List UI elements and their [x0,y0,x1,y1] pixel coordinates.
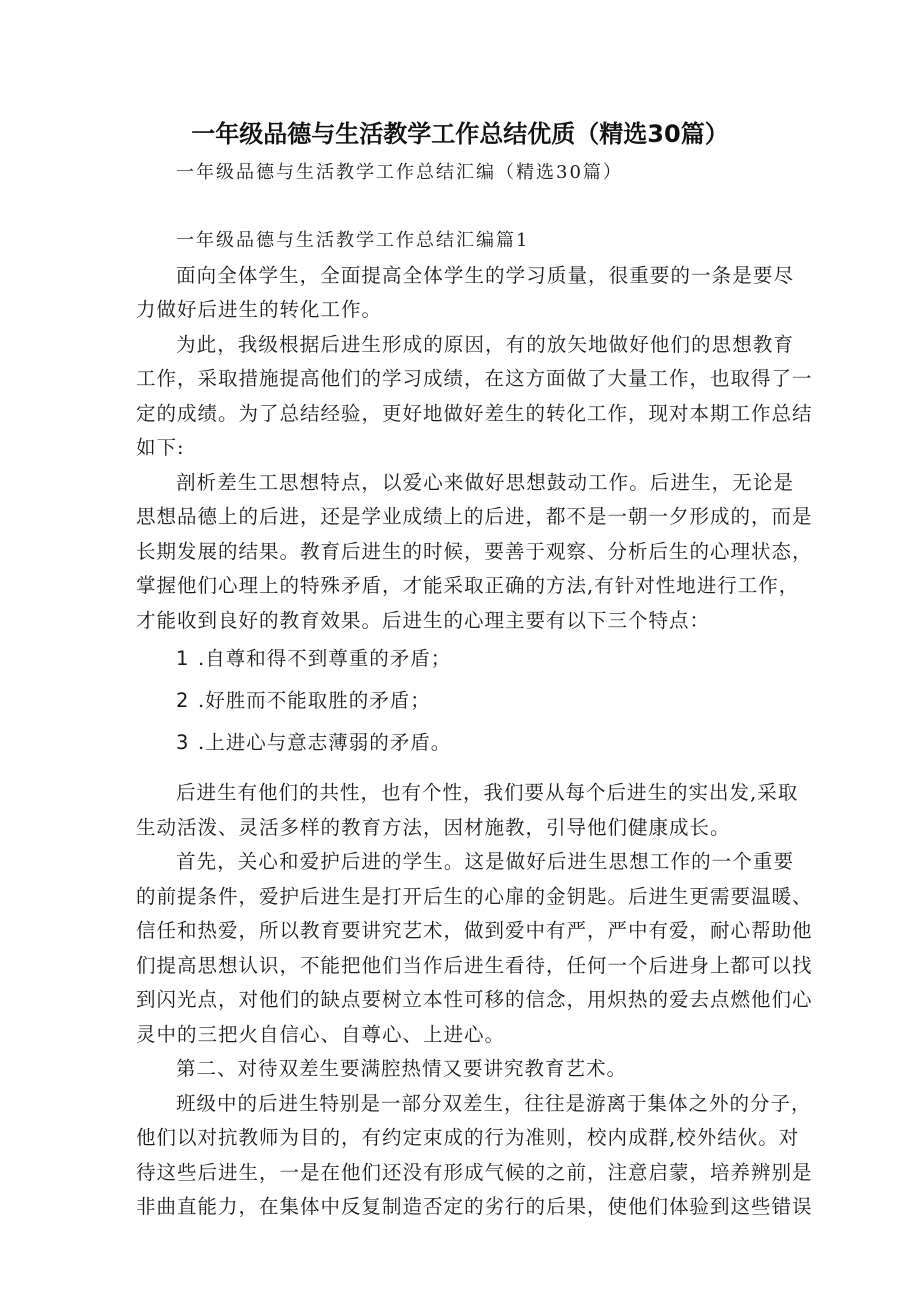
paragraph-line: 为此，我级根据后进生形成的原因，有的放矢地做好他们的思想教育 [176,332,794,356]
document-title: 一年级品德与生活教学工作总结优质（精选30篇） [191,120,729,148]
document-subtitle: 一年级品德与生活教学工作总结汇编（精选30篇） [176,162,623,183]
document-body [136,224,813,1225]
paragraph-line: 掌握他们心理上的特殊矛盾，才能采取正确的方法,有针对性地进行工作， [136,574,800,597]
list-item [136,638,794,680]
paragraph-line: 面向全体学生，全面提高全体学生的学习质量，很重要的一条是要尽 [176,263,794,287]
paragraph-line: 力做好后进生的转化工作。 [136,298,383,321]
paragraph-line: 到闪光点，对他们的缺点要树立本性可移的信念，用炽热的爱去点燃他们心 [136,988,813,1011]
list-number: 3 [176,731,190,754]
list-item [136,722,794,764]
paragraph-line: 信任和热爱，所以教育要讲究艺术，做到爱中有严，严中有爱，耐心帮助他 [136,919,813,942]
section-heading: 一年级品德与生活教学工作总结汇编篇1 [176,230,530,251]
list-text: .上进心与意志薄弱的矛盾。 [198,731,452,754]
paragraph-line: 长期发展的结果。教育后进生的时候，要善于观察、分析后生的心理状态， [136,539,813,563]
paragraph-line: 剖析差生工思想特点，以爱心来做好思想鼓动工作。后进生，无论是 [176,470,794,494]
paragraph-line: 如下: [136,436,185,459]
paragraph-spacer [136,764,794,776]
paragraph-line: 思想品德上的后进，还是学业成绩上的后进，都不是一朝一夕形成的，而是 [136,505,813,528]
paragraph-line: 生动活泼、灵活多样的教育方法，因材施教，引导他们健康成长。 [136,815,731,839]
paragraph-line: 才能收到良好的教育效果。后进生的心理主要有以下三个特点： [136,608,711,632]
paragraph-line: 首先，关心和爱护后进的学生。这是做好后进生思想工作的一个重要 [176,850,794,873]
paragraph-line: 第二、对待双差生要满腔热情又要讲究教育艺术。 [176,1057,628,1080]
list-item [136,680,794,722]
paragraph-line: 工作，采取措施提高他们的学习成绩，在这方面做了大量工作，也取得了一 [136,367,813,390]
list-number: 1 [176,647,190,670]
paragraph-line: 他们以对抗教师为目的，有约定束成的行为准则，校内成群,校外结伙。对 [136,1126,800,1149]
paragraph-line: 灵中的三把火自信心、自尊心、上进心。 [136,1022,506,1046]
paragraph-line: 定的成绩。为了总结经验，更好地做好差生的转化工作，现对本期工作总结 [136,401,813,425]
paragraph-line: 们提高思想认识，不能把他们当作后进生看待，任何一个后进身上都可以找 [136,953,813,977]
paragraph-line: 班级中的后进生特别是一部分双差生，往往是游离于集体之外的分子， [176,1091,812,1115]
paragraph-line: 非曲直能力，在集体中反复制造否定的劣行的后果，使他们体验到这些错误 [136,1195,813,1218]
paragraph-line: 待这些后进生，一是在他们还没有形成气候的之前，注意启蒙，培养辨别是 [136,1160,813,1184]
list-number: 2 [176,689,190,712]
paragraph-line: 的前提条件，爱护后进生是打开后生的心扉的金钥匙。后进生更需要温暖、 [136,884,813,908]
list-text: .自尊和得不到尊重的矛盾； [198,647,452,670]
list-text: .好胜而不能取胜的矛盾； [198,689,431,712]
paragraph-line: 后进生有他们的共性，也有个性，我们要从每个后进生的实出发,采取 [176,781,799,804]
